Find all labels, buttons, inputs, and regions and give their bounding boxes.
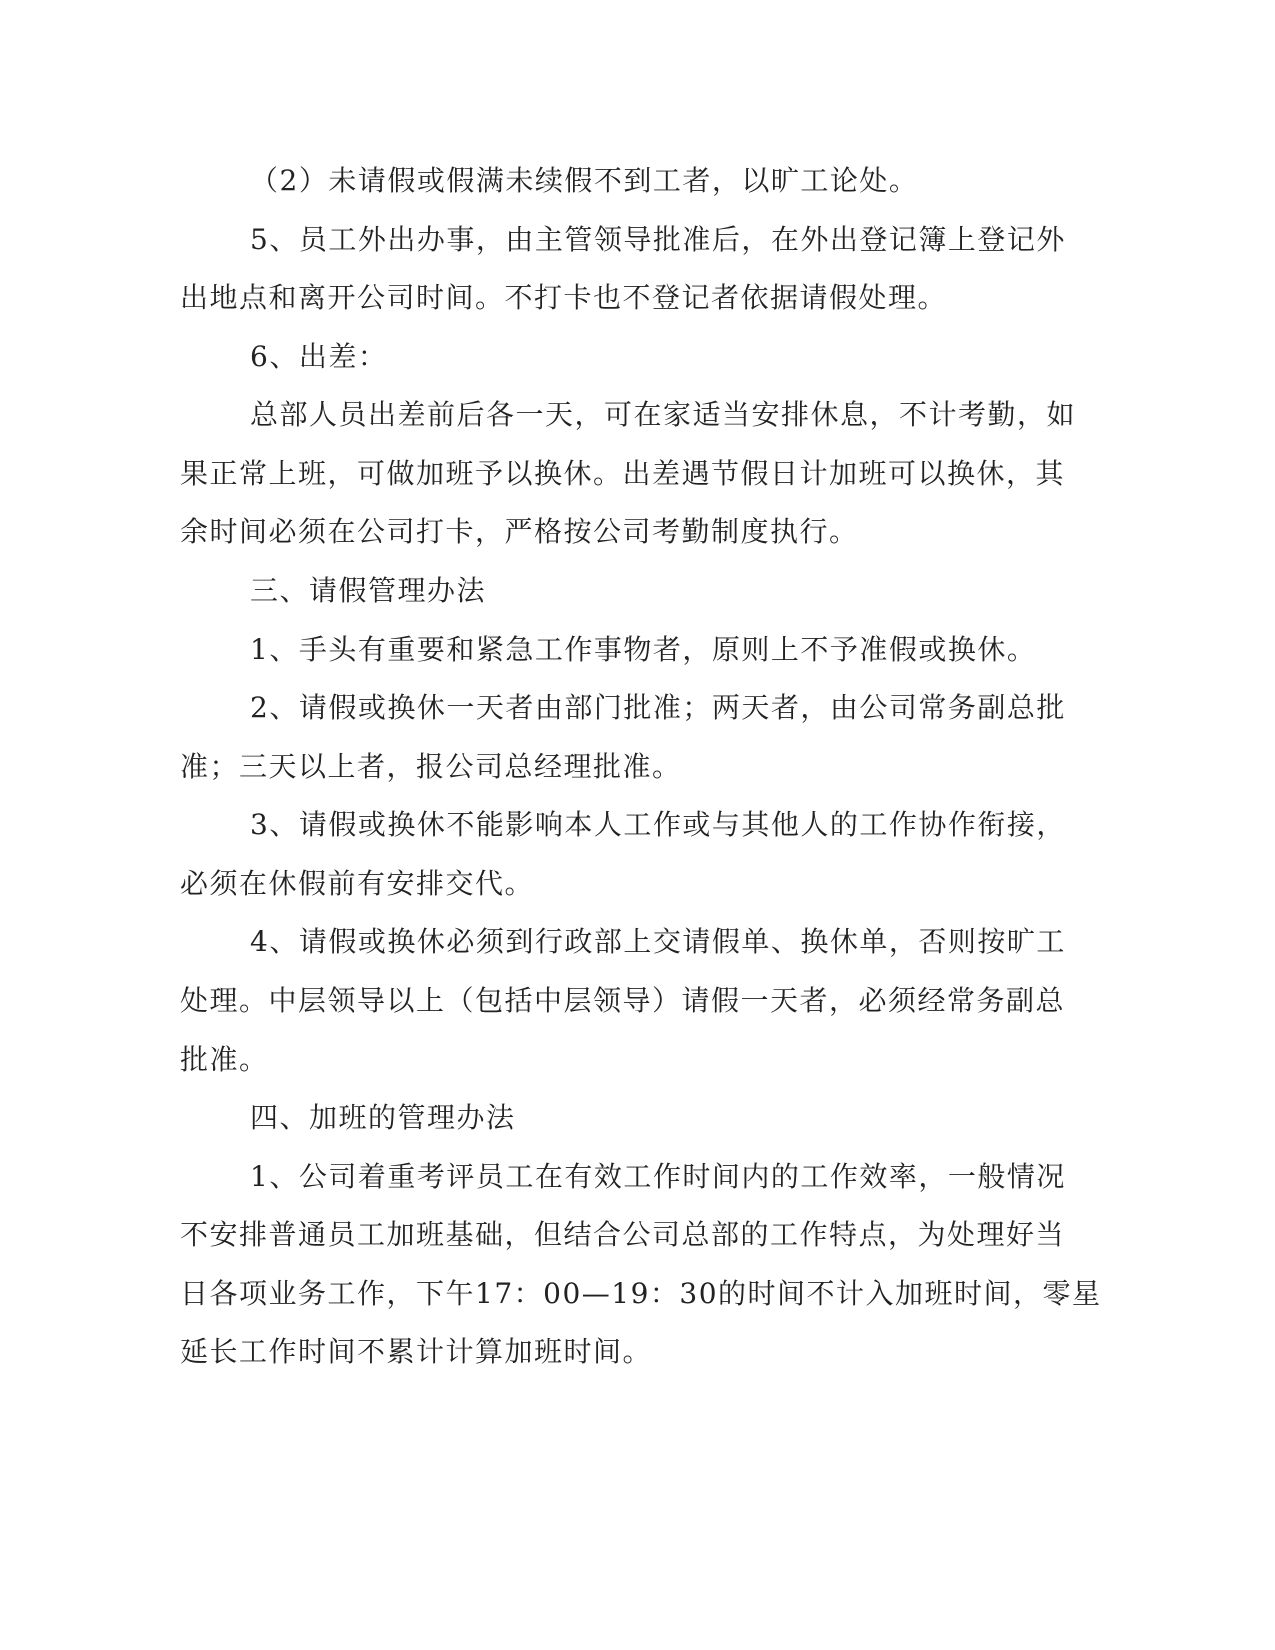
text-line-15: 处理。中层领导以上（包括中层领导）请假一天者，必须经常务副总 [180,984,1066,1017]
text-line-4: 6、出差： [250,340,388,373]
section-heading-3: 三、请假管理办法 [250,574,487,607]
text-line-2: 5、员工外出办事，由主管领导批准后，在外出登记簿上登记外 [250,223,1066,256]
text-line-14: 4、请假或换休必须到行政部上交请假单、换休单，否则按旷工 [250,925,1066,958]
text-line-12: 3、请假或换休不能影响本人工作或与其他人的工作协作衔接， [250,808,1066,841]
text-line-21: 延长工作时间不累计计算加班时间。 [180,1335,653,1368]
text-line-13: 必须在休假前有安排交代。 [180,867,535,900]
section-heading-4: 四、加班的管理办法 [250,1101,516,1134]
text-line-16: 批准。 [180,1043,269,1076]
text-line-11: 准；三天以上者，报公司总经理批准。 [180,750,682,783]
text-line-7: 余时间必须在公司打卡，严格按公司考勤制度执行。 [180,515,859,548]
text-line-1: （2）未请假或假满未续假不到工者，以旷工论处。 [250,164,919,197]
text-line-6: 果正常上班，可做加班予以换休。出差遇节假日计加班可以换休，其 [180,457,1066,490]
text-line-5: 总部人员出差前后各一天，可在家适当安排休息，不计考勤，如 [250,398,1077,431]
text-line-10: 2、请假或换休一天者由部门批准；两天者，由公司常务副总批 [250,691,1066,724]
text-line-20: 日各项业务工作，下午17：00—19：30的时间不计入加班时间，零星 [180,1277,1102,1310]
text-line-3: 出地点和离开公司时间。不打卡也不登记者依据请假处理。 [180,281,948,314]
text-line-9: 1、手头有重要和紧急工作事物者，原则上不予准假或换休。 [250,633,1037,666]
text-line-19: 不安排普通员工加班基础，但结合公司总部的工作特点，为处理好当 [180,1218,1066,1251]
text-line-18: 1、公司着重考评员工在有效工作时间内的工作效率，一般情况 [250,1160,1066,1193]
